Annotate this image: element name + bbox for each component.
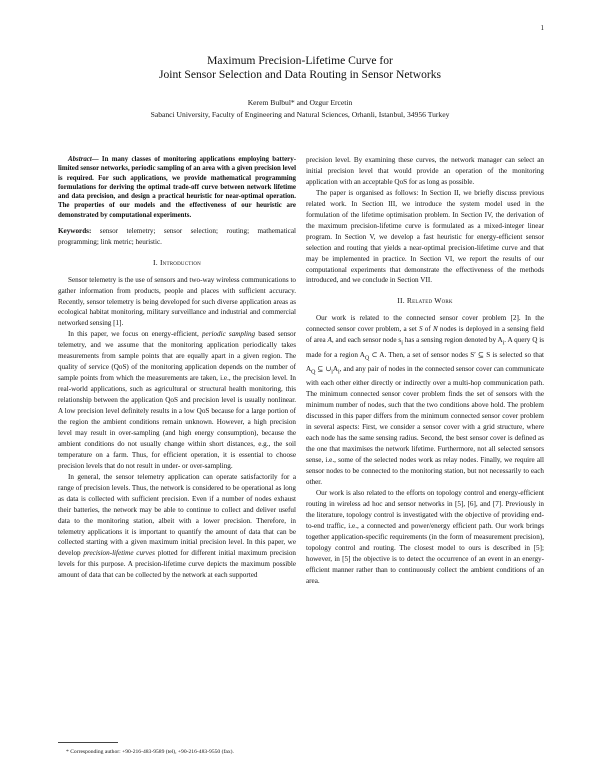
abstract-label: Abstract [68, 156, 92, 163]
math-var: S [418, 325, 423, 334]
intro-paragraph-1: Sensor telemetry is the use of sensors and two-way wireless communications to gather information from products, people and places with sufficient accuracy. Recently, sensor telemetry is being developed for such diverse application areas as ecological habitat monitoring, military surveillance and industrial and commercial networked sensing [1]. [58, 275, 296, 328]
intro-paragraph-5: The paper is organised as follows: In Section II, we briefly discuss previous related work. In Section III, we introduce the system model used in the formulation of the lifetime optimisation problem. In Section IV, the derivation of the maximum precision-lifetime curve is formulated as a mixed-integer linear program. In Section V, we develop a fast heuristic for energy-efficient sensor selection and routing that yields a near-optimal precision-lifetime curve and that may be implemented in practice. In Section VI, we report the results of our computational experiments that demonstrate the effectiveness of the methods introduced, and we conclude in Section VII. [306, 188, 544, 285]
related-paragraph-2: Our work is also related to the efforts on topology control and energy-efficient routing in wireless ad hoc and sensor networks in [5], [6], and [7]. Previously in the literature, topology control is investigated with the objective of providing end-to-end traffic, i.e., a connected and power/energy efficient path. Our work brings together application-specific requirements (in the form of measurement precision), topology control and routing. The closest model to ours is described in [5]; however, in [5] the objective is to detect the occurrence of an event in an energy-efficient manner rather than to continuously collect the ambient conditions of an area. [306, 488, 544, 585]
text-run: ⊂ A. Then, a set of sensor nodes S′ ⊆ S is selected so that A [306, 350, 544, 374]
text-run: , and each sensor node s [331, 336, 402, 345]
author-names: Kerem Bulbul* and Ozgur Ercetin [247, 98, 353, 107]
section-title: Related Work [406, 296, 453, 306]
section-heading-introduction [58, 258, 296, 269]
intro-paragraph-4: precision level. By examining these curves, the network manager can select an initial precision level that would provide an operation of the monitoring application with an acceptable QoS for as long as possible. [306, 156, 544, 186]
intro-paragraph-3 [58, 472, 296, 582]
author-block [0, 97, 600, 121]
text-run: nodes is deployed in a sensing field of area [306, 325, 544, 345]
right-column [306, 155, 544, 587]
title-line-2: Joint Sensor Selection and Data Routing in Sensor Networks [158, 68, 442, 81]
subscript: i [502, 340, 505, 347]
left-column [58, 155, 296, 581]
subscript: i [331, 369, 333, 376]
section-title: Introduction [159, 257, 201, 267]
author-affiliation: Sabanci University, Faculty of Engineering and Natural Sciences, Orhanli, Istanbul, 34956 Turkey [150, 110, 450, 119]
math-var: N [432, 325, 438, 334]
emphasis: periodic sampling [201, 330, 256, 339]
text-run: based sensor telemetry, and we assume that the monitoring application periodically takes measurements from sample points that are equally apart in a given region. The quality of service (QoS) of the monitoring application depends on the number of sample points from which the measurements are taken, i.e., the precision level. In real-world applications, such as agricultural or structural health monitoring, this relationship between the application QoS and precision level is usually nonlinear. A low precision level definitely results in a low QoS because for a large portion of the region the ambient conditions remain unknown. However, a high precision level may result in over-sampling (and high energy consumption), because the ambient conditions do not usually change within short distances, e.g., the soil temperature on a farm. Thus, for efficient operation, it is essential to choose precision levels that do not result in under- or over-sampling. [58, 330, 296, 470]
section-heading-related-work [306, 296, 544, 307]
text-run: In general, the sensor telemetry application can operate satisfactorily for a range of precision levels. Thus, the network is considered to be operational as long as data is collected with sufficient precision. Even if a number of nodes exhaust their batteries, the network may be able to continue to collect and deliver useful data to the monitoring station, albeit with a lower precision. Therefore, in telemetry applications it is important to quantify the amount of data that can be collected starting with a given maximum initial precision level. In this paper, we develop [58, 472, 296, 558]
text-run: . A query Q is made for a region A [306, 336, 544, 359]
keywords [58, 226, 296, 248]
text-run: , and any pair of nodes in the connected sensor cover can communicate with each other either directly or indirectly over a multi-hop communication path. The minimum connected sensor cover problem finds the set of sensors with the minimum number of nodes, such that the two conditions above hold. The problem discussed in this paper differs from the minimum connected sensor cover problem in several aspects: First, we consider a sensor cover with a grid structure, where each node has the same sensing radius. Second, the best sensor cover is defined as the one that maximises the network lifetime. Furthermore, not all selected sensors sense, i.e., some of the selected nodes work as relay nodes. Finally, we require all sensor nodes to be connected to the monitoring station, but not necessarily to each other. [306, 365, 544, 486]
text-run: In this paper, we focus on energy-efficient, [68, 330, 202, 339]
text-run: of [422, 325, 433, 334]
text-run: Our work is related to the connected sensor cover problem [2]. In the connected sensor cover problem, a set [306, 314, 544, 334]
subscript: Q [311, 369, 316, 376]
subscript: Q [364, 355, 370, 362]
abstract-dash: — [91, 156, 102, 163]
paper-title [0, 54, 600, 82]
text-run: has a sensing region denoted by A [402, 336, 503, 345]
abstract-text: In many classes of monitoring applications employing battery-limited sensor networks, periodic sampling of an area with a given precision level is required. For such applications, we provide mathematical programming formulations for deriving the optimal trade-off curve between network lifetime and data precision, and design a practical heuristic for near-optimal operation. The properties of our models and the effectiveness of our heuristic are demonstrated by computational experiments. [58, 156, 296, 219]
related-paragraph-1 [306, 313, 544, 488]
text-run: plotted for different initial maximum precision levels for this purpose. A precision-lifetime curve depicts the maximum possible amount of data that can be collected by the network at each supported [58, 549, 296, 580]
section-number: II. [397, 296, 405, 306]
section-number: I. [153, 257, 158, 267]
footnote: * Corresponding author: +90-216-483-9589 (tel), +90-216-483-9550 (fax). [66, 749, 234, 755]
page-number: 1 [540, 24, 544, 32]
text-run: A [332, 365, 339, 374]
text-run: ⊆ ∪ [315, 365, 332, 374]
math-var: A [327, 336, 332, 345]
keywords-text: sensor telemetry; sensor selection; routing; mathematical programming; link metric; heuristic. [58, 226, 296, 246]
abstract [58, 155, 296, 220]
title-line-1: Maximum Precision-Lifetime Curve for [207, 54, 393, 67]
subscript: i [338, 369, 340, 376]
intro-paragraph-2 [58, 329, 296, 471]
footnote-rule [58, 742, 118, 743]
emphasis: precision-lifetime curves [83, 549, 155, 558]
subscript: i [401, 340, 403, 347]
keywords-label: Keywords: [58, 226, 92, 235]
